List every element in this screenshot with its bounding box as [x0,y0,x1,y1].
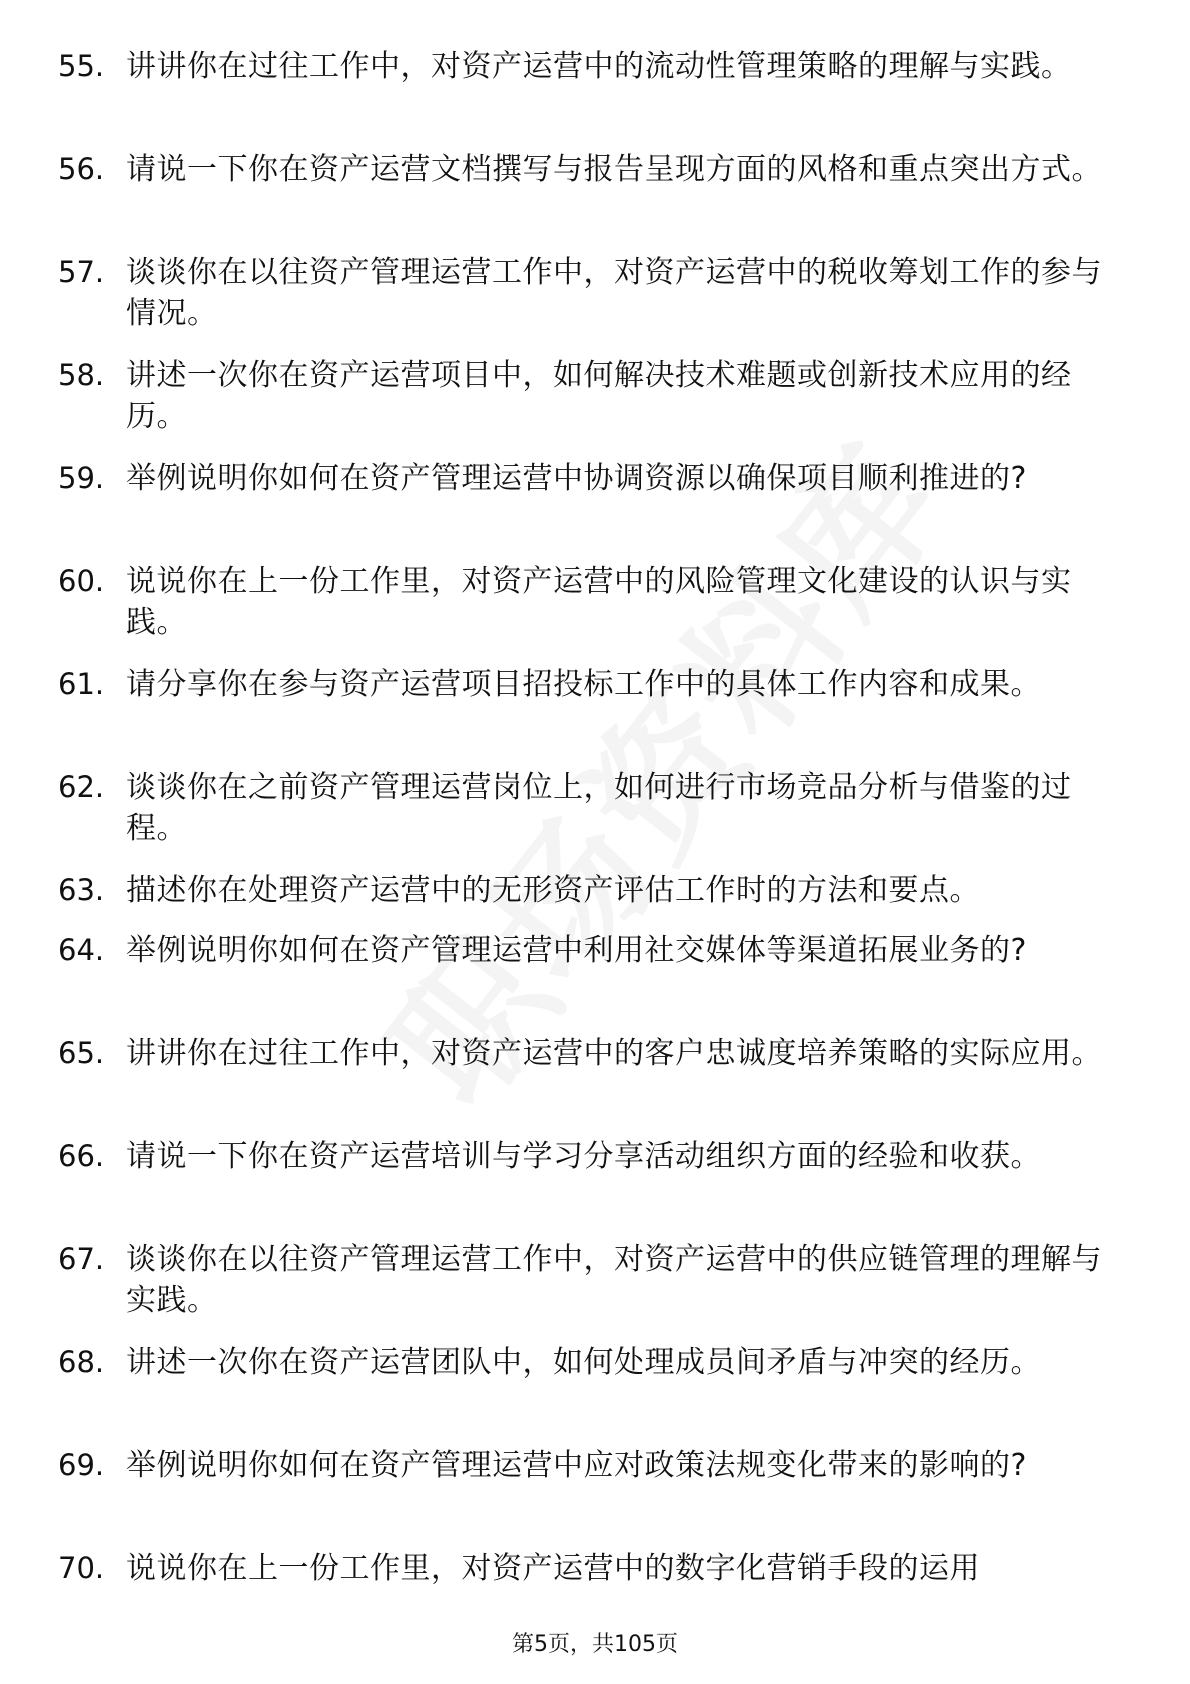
question-text: 请分享你在参与资产运营项目招投标工作中的具体工作内容和成果。 [126,667,1041,702]
page-footer: 第5页，共105页 [512,1632,678,1657]
question-text: 说说你在上一份工作里，对资产运营中的风险管理文化建设的认识与实践。 [126,564,1072,640]
question-number: 61. [58,667,105,701]
question-item [0,1239,1190,1342]
question-item [0,930,1190,1033]
question-number: 70. [58,1551,105,1585]
question-text: 说说你在上一份工作里，对资产运营中的数字化营销手段的运用 [126,1551,980,1586]
question-number: 57. [58,255,105,289]
question-text: 举例说明你如何在资产管理运营中利用社交媒体等渠道拓展业务的? [126,933,1027,968]
question-item [0,458,1190,561]
question-number: 69. [58,1448,105,1482]
question-number: 65. [58,1036,105,1070]
question-item [0,561,1190,664]
question-number: 66. [58,1139,105,1173]
question-text: 举例说明你如何在资产管理运营中协调资源以确保项目顺利推进的? [126,461,1027,496]
question-item [0,46,1190,149]
question-text: 谈谈你在以往资产管理运营工作中，对资产运营中的供应链管理的理解与实践。 [126,1242,1102,1318]
question-item [0,1445,1190,1548]
question-item [0,1342,1190,1445]
question-number: 67. [58,1242,105,1276]
question-text: 讲述一次你在资产运营团队中，如何处理成员间矛盾与冲突的经历。 [126,1345,1041,1380]
question-text: 谈谈你在以往资产管理运营工作中，对资产运营中的税收筹划工作的参与情况。 [126,255,1102,331]
question-item [0,767,1190,870]
question-text: 请说一下你在资产运营培训与学习分享活动组织方面的经验和收获。 [126,1139,1041,1174]
question-number: 58. [58,358,105,392]
question-number: 63. [58,873,105,907]
question-item [0,355,1190,458]
question-list [0,46,1190,1608]
question-number: 55. [58,49,105,83]
question-text: 举例说明你如何在资产管理运营中应对政策法规变化带来的影响的? [126,1448,1027,1483]
question-item [0,664,1190,767]
question-text: 谈谈你在之前资产管理运营岗位上，如何进行市场竞品分析与借鉴的过程。 [126,770,1072,846]
question-number: 56. [58,152,105,186]
question-number: 62. [58,770,105,804]
question-item [0,149,1190,252]
question-item [0,870,1190,930]
question-number: 59. [58,461,105,495]
question-text: 描述你在处理资产运营中的无形资产评估工作时的方法和要点。 [126,873,980,908]
question-item [0,1136,1190,1239]
question-number: 60. [58,564,105,598]
question-text: 请说一下你在资产运营文档撰写与报告呈现方面的风格和重点突出方式。 [126,152,1102,187]
question-text: 讲述一次你在资产运营项目中，如何解决技术难题或创新技术应用的经历。 [126,358,1072,434]
question-text: 讲讲你在过往工作中，对资产运营中的客户忠诚度培养策略的实际应用。 [126,1036,1102,1071]
question-item [0,1548,1190,1608]
question-number: 68. [58,1345,105,1379]
question-item [0,252,1190,355]
question-item [0,1033,1190,1136]
question-number: 64. [58,933,105,967]
question-text: 讲讲你在过往工作中，对资产运营中的流动性管理策略的理解与实践。 [126,49,1072,84]
